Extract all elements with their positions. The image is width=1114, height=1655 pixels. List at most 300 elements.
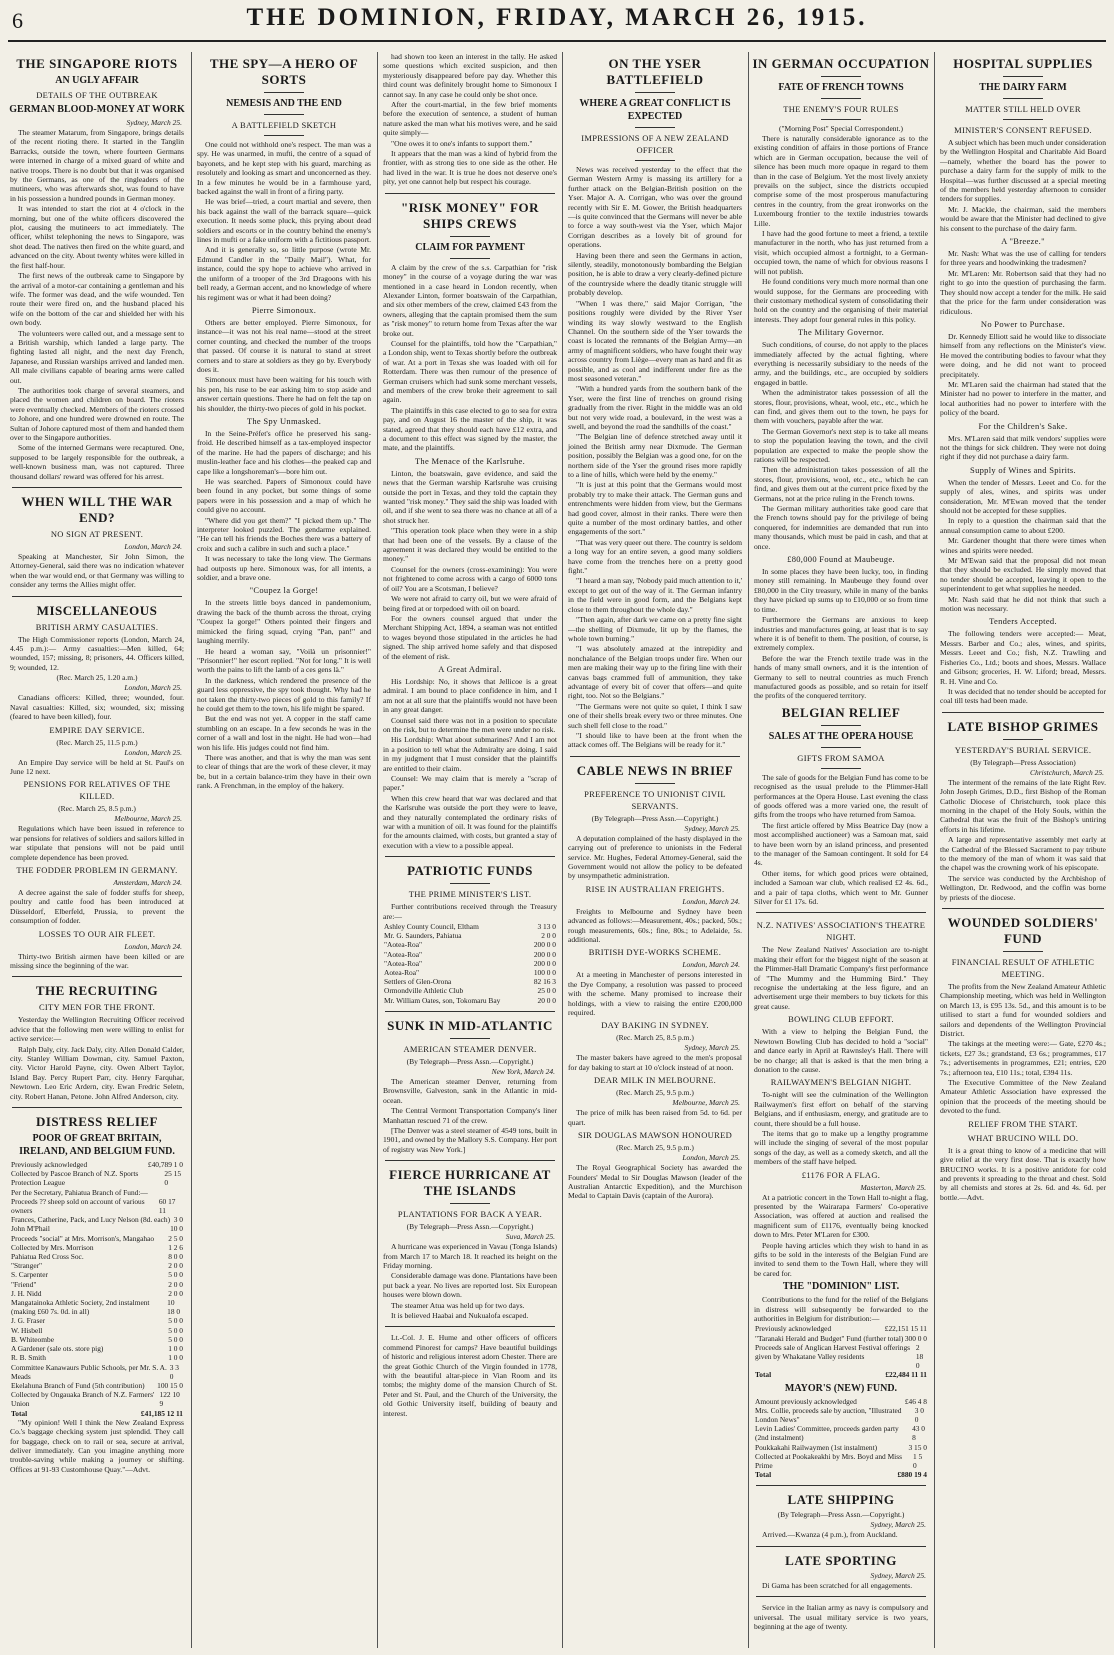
list-item-label: S. Carpenter	[11, 1270, 48, 1280]
short-rule	[821, 768, 861, 769]
column-2	[195, 52, 373, 1648]
article-subheadline: THE "DOMINION" LIST.	[782, 1281, 900, 1293]
article-paragraph: Arrived.—Kwanza (4 p.m.), from Auckland.	[762, 1530, 898, 1540]
article-paragraph: Di Gama has been scratched for all engagements.	[762, 1580, 913, 1590]
article-paragraph: Mr. M'Laren said the chairman had stated that the Minister had no power to interfere in the matter, and local authorities had no power to interfere with the policy of the board.	[940, 379, 1106, 418]
article-paragraph: It is a great thing to know of a medicine that will give relief at the very first dose. That is exactly how BRUCINO works. It is a positive antidote for cold and prevents it spreading to the throat and chest. Sold by all chemists and stores at 2s. 6d. and 4s. 6d. per bottle.—Advt.	[940, 1145, 1106, 1202]
article-paragraph: The price of milk has been raised from 5d. to 6d. per quart.	[568, 1108, 742, 1127]
article-headline: IN GERMAN OCCUPATION	[752, 56, 930, 71]
list-item-label: Ashley County Council, Eltham	[384, 922, 479, 932]
dateline: London, March 24.	[124, 941, 182, 951]
list-row	[8, 1243, 186, 1252]
article-section-head: For the Children's Sake.	[978, 420, 1068, 431]
list-item-label: "Taranaki Herald and Budget" Fund (further total)	[755, 1333, 904, 1343]
list-row	[8, 1353, 186, 1362]
list-item-amount: 5 0 0	[168, 1334, 183, 1344]
list-row	[381, 977, 559, 986]
masthead	[0, 0, 1114, 44]
list-row	[8, 1289, 186, 1298]
article-subheadline: NEMESIS AND THE END	[226, 98, 342, 109]
list-row	[752, 1370, 930, 1379]
list-item-amount: 60 17 11	[158, 1196, 176, 1216]
list-row	[752, 1406, 930, 1424]
article-paragraph: "I heard a man say, 'Nobody paid much attention to it,' except to get out of the way of it. The German infantry in the field were in good form, and the Belgians kept close to them throughout the whole day."	[568, 576, 742, 614]
list-item-amount: 10 0	[170, 1224, 183, 1234]
article-paragraph: Counsel said there was not in a position to speculate on the risk, but to determine the men were under no risk.	[383, 715, 557, 734]
list-item-label: Mangatainoka Athletic Society, 2nd instalment (making £60 7s. 0d. in all)	[11, 1298, 150, 1317]
article-paragraph: When this crew heard that war was declared and that the Karlsruhe was outside the port they were to leave, and they naturally contemplated the ordinary risks of war with a munition of oil. It was found for the plaintiffs for the amounts claimed, with costs, but granted a stay of execution with a view to a possible appeal.	[383, 793, 557, 850]
article-section-head: The Menace of the Karlsruhe.	[414, 455, 526, 466]
list-item-amount: £22,484 11 11	[885, 1370, 927, 1380]
article-paragraph: The first article offered by Miss Beatrice Day (now a most accomplished auctioneer) was a Samoan mat, said to have been worn by an island princess, and presented to the manager of the Samoan contingent. It sold for £4 4s.	[754, 820, 928, 868]
list-item-label: Levin Ladies' Committee, proceeds garden party (2nd instalment)	[755, 1424, 899, 1443]
article-paragraph: Linton, the boatswain, gave evidence, and said the news that the German warship Karlsruhe was cruising outside the port in Texas, and they told the captain they wanted "risk money." They said the ship was loaded with oil, and if she went to sea there was no chance at all of a shot struck her.	[383, 468, 557, 525]
article-headline: MISCELLANEOUS	[36, 602, 158, 618]
article-subheadline: THE DAIRY FARM	[979, 82, 1067, 93]
list-item-label: Proceeds "social" at Mrs. Morrison's, Mangahao	[11, 1233, 155, 1243]
article-paragraph: "This operation took place when they were in a ship that had been one of the vessels. By a clause of the agreement it was declared they would be entitled to the money."	[383, 526, 557, 564]
article-paragraph: Mr. Gardener thought that there were times when wines and spirits were needed.	[940, 536, 1106, 555]
article-paragraph: It was intended to start the riot at 4 o'clock in the morning, but one of the white officers discovered the plot, causing the mutineers to act immediately. The officer, whilst telephoning the news to Singapore, was shot dead. The natives then fired on the white guard, and advanced on the city. About twenty whites were killed in the first half-hour.	[10, 204, 184, 270]
article-paragraph: When the administrator takes possession of all the stores, flour, provisions, wheat, wool, etc., etc., which he can find, and gives them out to the town, he pays for them with vouchers, payable after the war.	[754, 388, 928, 426]
source-line: (By Telegraph—Press Assn.—Copyright.)	[591, 813, 719, 823]
article-section-head: WHAT BRUCINO WILL DO.	[967, 1132, 1079, 1143]
list-item-amount: 2 5 0	[168, 1233, 183, 1243]
list-row	[752, 1452, 930, 1470]
source-line: (Rec. March 25, 9.5 p.m.)	[616, 1143, 694, 1153]
section-rule	[385, 1326, 555, 1327]
article-paragraph: He was searched. Papers of Simonoux could have been found in any pocket, but some things of some papers were in his possession and a map of which he could give no account.	[197, 477, 371, 515]
page-number: 6	[12, 8, 23, 33]
article-paragraph: The items that go to make up a lengthy programme will include the singing of several of the most popular songs of the day, as well as a comedy sketch, and all the members of the staff have helped.	[754, 1128, 928, 1167]
list-row	[381, 959, 559, 968]
article-paragraph: The first news of the outbreak came to Singapore by the arrival of a motor-car containing a gentleman and his wife. The former was dead, and the wife wounded. Ten route their were fired on, and the husband placed his wife on the bottom of the car and shielded her with his own body.	[10, 271, 184, 328]
article-section-head: BRITISH DYE-WORKS SCHEME.	[588, 947, 722, 958]
column-4	[566, 52, 744, 1648]
article-section-head: IMPRESSIONS OF A NEW ZEALAND OFFICER	[581, 133, 729, 155]
dateline: Christchurch, March 25.	[1029, 767, 1104, 777]
article-paragraph: It was necessary to take the long view. The Germans had outposts up here. Simonoux was, for all intents, a soldier, and a brave one.	[197, 554, 371, 583]
short-rule	[264, 114, 304, 115]
subscription-list	[752, 1324, 930, 1379]
dateline: Suva, March 25.	[505, 1232, 555, 1242]
article-paragraph: Counsel for the owners (cross-examining): You were not frightened to come across with a cargo of 6000 tons of oil? You are a Scotsman, I believe?	[383, 564, 557, 593]
short-rule	[635, 160, 675, 161]
list-row	[381, 931, 559, 940]
article-section-head: £80,000 Found at Maubeuge.	[787, 554, 895, 565]
list-row	[8, 1280, 186, 1289]
article-paragraph: had shown too keen an interest in the tally. He asked some questions which excited suspicion, and then mysteriously disappeared before pay day. Whether this third count was definitely brought home to Simonoux I cannot say. In any case he could only be shot once.	[383, 52, 557, 99]
article-paragraph: With a view to helping the Belgian Fund, the Newtown Bowling Club has decided to hold a "social" and dance early in April at Rawnsley's Hall. There will be no charge; all that is asked is that the men bring a donation to the cause.	[754, 1027, 928, 1074]
article-headline: BELGIAN RELIEF	[781, 704, 901, 720]
article-section-head: The Military Governor.	[797, 327, 885, 338]
article-paragraph: Speaking at Manchester, Sir John Simon, the Attorney-General, said there was no indication whatever when the war would end, or that Germany was willing to consider any terms the Allies might offer.	[10, 552, 184, 590]
masthead-rule	[8, 40, 1106, 42]
section-rule	[942, 712, 1104, 713]
source-line: ("Morning Post" Special Correspondent.)	[778, 124, 904, 133]
column-3	[381, 52, 559, 1648]
list-item-amount: 200 0 0	[533, 940, 556, 950]
list-item-label: Frances, Catherine, Pack, and Lucy Nelson (8d. each)	[11, 1215, 171, 1225]
article-section-head: SIR DOUGLAS MAWSON HONOURED	[577, 1130, 733, 1141]
article-paragraph: Mr. Nash: What was the use of calling for tenders for three years and hoodwinking the tradesmen?	[940, 249, 1106, 268]
list-row	[8, 1234, 186, 1243]
list-row	[8, 1390, 186, 1408]
source-line: (By Telegraph—Press Assn.—Copyright.)	[406, 1056, 534, 1066]
article-paragraph: Simonoux must have been waiting for his touch with his pen, his ruse to be ear asking him to stop aside and answer certain questions. There he had on felt the tap on his shoulder, the thirty-two pieces of gold in his pocket.	[197, 375, 371, 413]
article-headline: SUNK IN MID-ATLANTIC	[387, 1017, 553, 1033]
dateline: London, March 25.	[124, 747, 182, 757]
article-section-head: The Spy Unmasked.	[246, 415, 322, 426]
list-row	[8, 1335, 186, 1344]
article-paragraph: Yesterday the Wellington Recruiting Officer received advice that the following men were willing to enlist for active service:—	[10, 1015, 184, 1044]
list-item-amount: £41,185 12 11	[140, 1408, 183, 1418]
article-paragraph: At a meeting in Manchester of persons interested in the Dye Company, a resolution was passed to proceed with the scheme. Many promised to increase their holdings, with a view to raising the entire £200,000 required.	[568, 970, 742, 1018]
short-rule	[635, 92, 675, 93]
list-item-amount: 3 15 0	[908, 1442, 927, 1452]
list-item-label: B. Whiteombe	[11, 1334, 54, 1344]
source-line: (Rec. March 25, 11.5 p.m.)	[56, 737, 138, 747]
article-paragraph: Counsel for the plaintiffs, told how the "Carpathian," a London ship, went to Texas shortly before the outbreak of war. At a port in Texas she was loaded with oil for Rotterdam. There was then rumour of the presence of German cruisers which had sunk some merchant vessels, and members of the crew broke their agreement to sail again.	[383, 338, 557, 405]
list-item-amount: 200 0 0	[533, 949, 556, 959]
list-row	[8, 1215, 186, 1224]
article-paragraph: Mr. J. Mackle, the chairman, said the members would be aware that the Minister had declined to give his consent to the purchase of the dairy farm.	[940, 204, 1106, 233]
list-item-label: Ormondville Athletic Club	[384, 986, 464, 996]
article-paragraph: Mr M'Ewan said that the proposal did not mean that they should be excluded. He simply moved that no tender should be accepted, leaving it open to the superintendent to get what supplies he needed.	[940, 556, 1106, 594]
dateline: Masterton, March 25.	[860, 1182, 926, 1192]
article-section-head: THE ENEMY'S FOUR RULES	[783, 104, 899, 114]
section-rule	[12, 976, 182, 977]
article-paragraph: Mr. M'Laren: Mr. Robertson said that they had no right to go into the question of purchasing the farm. They should now accept a tender for the milk. He said that the price for the farm under consideration was ridiculous.	[940, 268, 1106, 316]
list-item-label: Previously acknowledged	[755, 1324, 832, 1334]
article-headline: WHEN WILL THE WAR END?	[21, 494, 173, 526]
article-paragraph: The Central Vermont Transportation Company's liner Manhattan rescued 71 of the crew.	[383, 1106, 557, 1125]
article-paragraph: For the owners counsel argued that under the Merchant Shipping Act, 1894, a seaman was not entitled to wages beyond those stipulated in the articles he had signed. The ship arrived home safely and that disposed of the element of risk.	[383, 613, 557, 661]
list-item-label: Committee Kanawaurs Public Schools, per Mr. S. A. Meads	[11, 1362, 167, 1381]
list-item-label: R. B. Smith	[11, 1353, 46, 1363]
article-subheadline: MAYOR'S (NEW) FUND.	[784, 1382, 898, 1394]
list-item-amount: £22,151 15 11	[884, 1324, 927, 1334]
list-item-amount: 3 0 0	[914, 1405, 925, 1425]
short-rule	[264, 135, 304, 136]
list-item-label: Mr. William Oates, son, Tokomaru Bay	[384, 995, 501, 1005]
section-rule	[12, 1107, 182, 1108]
article-headline: LATE BISHOP GRIMES	[947, 718, 1099, 734]
article-headline: DISTRESS RELIEF	[35, 1114, 159, 1130]
list-item-label: Pahiatua Red Cross Soc.	[11, 1252, 84, 1262]
list-item-amount: 3 0	[173, 1215, 183, 1225]
article-section-head: CITY MEN FOR THE FRONT.	[38, 1002, 156, 1013]
list-item-amount: 122 10 9	[159, 1390, 180, 1409]
list-item-label: Ekelahuna Branch of Fund (5th contribution)	[11, 1380, 145, 1390]
list-row	[381, 940, 559, 949]
article-paragraph: The takings at the meeting were:— Gate, £270 4s.; tickets, £27 3s.; grandstand, £3 6s.; programmes, £17 7s.; advertisements in programmes, £21; entries, £20 7s.; afternoon tea, £10 11s.; total, £394 11s.	[940, 1039, 1106, 1077]
list-item-label: Previously acknowledged	[11, 1160, 88, 1170]
article-subheadline: WHERE A GREAT CONFLICT IS EXPECTED	[579, 98, 731, 122]
list-row	[8, 1316, 186, 1325]
section-rule	[12, 487, 182, 488]
article-subheadline: SALES AT THE OPERA HOUSE	[768, 730, 914, 742]
list-item-label: Collected at Pookakeakhi by Mrs. Boyd and Miss Prime	[755, 1451, 902, 1471]
column-1	[8, 52, 186, 1648]
list-item-label: Total	[755, 1370, 772, 1380]
source-line: (By Telegraph—Press Assn.—Copyright.)	[777, 1510, 905, 1520]
article-section-head: A "Breeze."	[1001, 236, 1045, 247]
article-paragraph: Furthermore the Germans are anxious to keep industries and manufactures going, at least that is to say where it is of benefit to them. The position, of course, is extremely complex.	[754, 615, 928, 653]
section-rule	[756, 1485, 926, 1486]
article-headline: CABLE NEWS IN BRIEF	[576, 762, 734, 778]
article-paragraph: There is naturally considerable ignorance as to the existing condition of affairs in those portions of France which are in German occupation, because the veil of silence has been much more opaque in regard to them than in the case of Belgium. Yet the most lively anxiety prevails on the subject, since the districts occupied comprise some of the most prosperous manufacturing centres in the country, from the great ironworks on the Luxembourg frontier to the textile industries towards Lille.	[754, 134, 928, 228]
article-subheadline: FATE OF FRENCH TOWNS	[778, 82, 904, 93]
article-paragraph: Some of the interned Germans were recaptured. One, supposed to be largely responsible for the outbreak, a well-known business man, was not captured. Three thousand dollars' reward was offered for his arrest.	[10, 443, 184, 481]
article-paragraph: He found conditions very much more normal than one would suppose, for the Germans are proceeding with their customary methodical system of consolidating their hold on the country and the organising of their material interests. They adopt four general rules in this policy.	[754, 277, 928, 324]
list-item-amount: 3 3 0	[169, 1362, 180, 1381]
article-paragraph: Mrs. M'Laren said that milk vendors' supplies were not the things for sick children. They were not doing right if they did not purchase a dairy farm.	[940, 433, 1106, 462]
article-paragraph: Ralph Daly, city. Jack Daly, city. Allen Donald Calder, city. Stanley William Dowman, city. Samuel Paxton, city. Victor Harold Payne, city. Owen Albert Taylor, Island Bay. Percy Rupert Parr, city. Henry Farquhar, Newtown. Leo Eric Ardern, city. Ewan Fredric Seletn, city. Robert Hanan, Petone. John Alfred Anderson, city.	[10, 1044, 184, 1101]
short-rule	[450, 258, 490, 259]
list-item-label: Per the Secretary, Pahiatua Branch of Fund:—	[11, 1187, 148, 1197]
article-section-head: RELIEF FROM THE START.	[968, 1118, 1078, 1129]
list-item-label: Mr. G. Saunders, Pahiatua	[384, 931, 462, 941]
short-rule	[821, 747, 861, 748]
dateline: London, March 24.	[682, 896, 740, 906]
article-headline: THE SPY—A HERO OF SORTS	[209, 56, 359, 87]
subscription-list	[8, 1160, 186, 1418]
article-section-head: PREFERENCE TO UNIONIST CIVIL SERVANTS.	[584, 788, 726, 811]
column-separator	[748, 52, 749, 1648]
article-paragraph: Other items, for which good prices were obtained, included a Samoan war club, which realised £2 4s. 6d., and a pair of tapa cloths, which went to Mr. Gunner Silver for £1 17s. 6d.	[754, 868, 928, 907]
column-separator	[562, 52, 563, 1648]
list-row	[8, 1363, 186, 1381]
list-row	[752, 1470, 930, 1479]
list-row	[8, 1344, 186, 1353]
article-paragraph: "Then again, after dark we came on a pretty fine sight—the shelling of Dixmude, lit up by the flames, the whole town burning."	[568, 615, 742, 643]
section-rule	[385, 1011, 555, 1012]
article-paragraph: The interment of the remains of the late Right Rev. John Joseph Grimes, D.D., first Bishop of the Roman Catholic Diocese of Christchurch, took place this morning in the chapel of the Holy Souls, within the Cathedral that was the fruit of the Bishop's untiring efforts in his lifetime.	[940, 777, 1106, 834]
list-row	[8, 1261, 186, 1270]
article-section-head: PLANTATIONS FOR BACK A YEAR.	[397, 1209, 543, 1220]
list-row	[8, 1298, 186, 1316]
article-paragraph: Before the war the French textile trade was in the hands of many small owners, and it is the intention of Germany to sell to neutral countries as much French manufactured goods as possible, and so retain for itself the profits of the conquered territory.	[754, 653, 928, 701]
list-item-amount: 200 0 0	[533, 958, 556, 968]
article-paragraph: Considerable damage was done. Plantations have been put back a year. No lives are reported lost. Six European houses were blown down.	[383, 1271, 557, 1300]
article-section-head: LOSSES TO OUR AIR FLEET.	[38, 928, 156, 939]
list-row	[8, 1381, 186, 1390]
article-section-head: AMERICAN STEAMER DENVER.	[403, 1043, 537, 1054]
article-headline: "RISK MONEY" FOR SHIPS CREWS	[401, 199, 539, 231]
column-6	[938, 52, 1108, 1648]
list-item-label: John M'Phail	[11, 1224, 50, 1234]
article-section-head: Supply of Wines and Spirits.	[970, 464, 1076, 475]
article-paragraph: At a patriotic concert in the Town Hall to-night a flag, presented by the Wairarapa Farmers' Co-operative Association, was offered at auction and realised the magnificent sum of £1176, eventually being knocked down to Mrs. Peter M'Laren for £300.	[754, 1192, 928, 1240]
list-item-label: Proceeds sale of Anglican Harvest Festival offerings given by Whakatane Valley residents	[755, 1342, 911, 1362]
article-paragraph: The plaintiffs in this case elected to go to sea for extra pay, and on August 16 the master of the ship, it was stated, agreed that they should each have £12 extra, and a document to this effect was signed by the master, the mate, and the plaintiffs.	[383, 405, 557, 453]
article-paragraph: "The Germans were not quite so quiet, I think I saw one of their shells break every two or three minutes. One such shell fell close to the road."	[568, 701, 742, 730]
list-item-label: "Friend"	[11, 1279, 37, 1289]
article-paragraph: I have had the good fortune to meet a friend, a textile manufacturer in the north, who has just returned from a visit, which occupied almost a fortnight, to a German-occupied town, the name of which for obvious reasons I will not publish.	[754, 229, 928, 276]
dateline: Melbourne, March 25.	[672, 1098, 740, 1108]
article-section-head: RAILWAYMEN'S BELGIAN NIGHT.	[770, 1077, 912, 1088]
short-rule	[1003, 76, 1043, 77]
newspaper-title: THE DOMINION, FRIDAY, MARCH 26, 1915.	[246, 4, 868, 31]
article-headline: PATRIOTIC FUNDS	[407, 863, 533, 879]
list-item-label: "Stranger"	[11, 1261, 43, 1271]
short-rule	[821, 725, 861, 726]
article-paragraph: It appears that the man was a kind of hybrid from the frontier, with as strong ties to one side as the other. He had lived in the war. It is true he does not deserve one's pity, yet one cannot help but respect his courage.	[383, 149, 557, 187]
article-section-head: THE PRIME MINISTER'S LIST.	[408, 889, 532, 900]
section-rule	[756, 1596, 926, 1597]
list-item-label: "Aotea-Roa"	[384, 949, 423, 959]
article-paragraph: His Lordship: What about submarines? And I am not in a position to tell what the Admiralty are doing. I said in my judgment that I must consider that the plaintiffs are entitled to their claim.	[383, 735, 557, 773]
article-paragraph: The volunteers were called out, and a message sent to a British warship, which landed a large party. The fighting lasted all night, and the next day French, Japanese, and Russian warships arrived and landed men. All male civilians capable of bearing arms were called out.	[10, 328, 184, 385]
list-row	[8, 1188, 186, 1197]
article-paragraph: The Executive Committee of the New Zealand Amateur Athletic Association have expressed the opinion that the proceeds of the meeting should be devoted to the fund.	[940, 1078, 1106, 1116]
article-paragraph: To-night will see the culmination of the Wellington Railwaymen's first effort on behalf of the starving Belgians, and if enthusiasm, energy, and gratitude are to count, there should be a full house.	[754, 1090, 928, 1128]
article-paragraph: But the end was not yet. A copper in the staff came stumbling on an escape. In a few seconds he was in the corner of a wall and lost in the night. He had won—had won his life. His judges could not find him.	[197, 714, 371, 752]
short-rule	[635, 127, 675, 128]
article-section-head: N.Z. NATIVES' ASSOCIATION'S THEATRE NIGHT.	[756, 920, 926, 943]
article-paragraph: The authorities took charge of several steamers, and placed the women and children on board. The rioters were eventually checked. Members of the rioters crossed to Johore, and one hundred were drowned en route. The Sultan of Johore captured most of them and handed them over to the Singapore authorities.	[10, 385, 184, 442]
article-section-head: MATTER STILL HELD OVER	[965, 104, 1081, 114]
dateline: London, March 24.	[124, 542, 182, 552]
article-paragraph: People having articles which they wish to hand in as gifts to be sold in the interests of the Belgian Fund are invited to send them to the Town Hall, where they will be cared for.	[754, 1240, 928, 1278]
article-subheadline: GERMAN BLOOD-MONEY AT WORK	[9, 104, 185, 115]
list-item-amount: 1 2 6	[168, 1242, 183, 1252]
dateline: New York, March 24.	[491, 1066, 555, 1076]
dateline: London, March 25.	[124, 683, 182, 693]
source-line: (By Telegraph—Press Assn.—Copyright.)	[406, 1222, 534, 1232]
article-paragraph: It was decided that no tender should be accepted for coal till tests had been made.	[940, 686, 1106, 706]
source-line: (Rec. March 25, 8.5 p.m.)	[58, 804, 136, 814]
list-row	[752, 1324, 930, 1333]
dateline: Sydney, March 25.	[684, 1043, 740, 1053]
article-paragraph: "It is just at this point that the Germans would most probably try to make their attack. The German guns and entrenchments were hidden from view, but the Germans had good cover, almost in their ranks. There were then quite a number of the most ordinary battles, and other engagements of the sort."	[568, 480, 742, 537]
list-item-amount: 5 0 0	[168, 1316, 183, 1326]
list-item-label: Collected by Pascoe Branch of N.Z. Sports Protection League	[11, 1169, 139, 1188]
article-paragraph: After the court-martial, in the few brief moments before the execution of sentence, a student of human nature asked the man what his motives were, and he said quite simply—	[383, 100, 557, 138]
list-item-amount: 1 5 0	[912, 1451, 923, 1471]
list-row	[8, 1224, 186, 1233]
short-rule	[1003, 98, 1043, 99]
article-section-head: Tenders Accepted.	[989, 616, 1057, 627]
article-section-head: RISE IN AUSTRALIAN FREIGHTS.	[585, 883, 725, 894]
article-paragraph: We were not afraid to carry oil, but we were afraid of being fired at or torpedoed with oil on board.	[383, 594, 557, 613]
column-5	[752, 52, 930, 1648]
article-paragraph: Mr. Nash said that he did not think that such a motion was necessary.	[940, 594, 1106, 614]
list-item-amount: 3 13 0	[537, 922, 556, 932]
column-separator	[377, 52, 378, 1648]
article-subheadline: AN UGLY AFFAIR	[55, 75, 139, 86]
list-item-label: Proceeds ?? sheep sold on account of various owners	[11, 1196, 145, 1216]
list-item-label: A Gardener (sale ots. store pig)	[11, 1344, 104, 1354]
article-paragraph: "That was very queer out there. The country is seldom a long way for an entire seven, a good many soldiers have come from the trenches here on a pretty good fight."	[568, 537, 742, 576]
article-section-head: GIFTS FROM SAMOA	[797, 752, 885, 763]
article-section-head: A BATTLEFIELD SKETCH	[231, 120, 337, 130]
article-paragraph: A hurricane was experienced in Vavau (Tonga Islands) from March 17 to March 18. It reached its height on the Friday morning.	[383, 1242, 557, 1270]
article-paragraph: "I was absolutely amazed at the intrepidity and nonchalance of the Belgian troops under fire. When our men are making their way up to the firing line with their canvas bags crammed full of ammunition, they take advantage of every bit of cover that offers—and quite right, too. Not so the Belgians."	[568, 644, 742, 701]
list-row	[752, 1443, 930, 1452]
article-section-head: THE FODDER PROBLEM IN GERMANY.	[16, 864, 178, 875]
list-row	[381, 922, 559, 931]
article-paragraph: "One owes it to one's infants to support them."	[391, 138, 533, 148]
short-rule	[1003, 119, 1043, 120]
article-section-head: EMPIRE DAY SERVICE.	[49, 724, 145, 735]
article-paragraph: The New Zealand Natives' Association are to-night making their effort for the biggest night of the season at the Plimmer-Hall Dramatic Company's first performance of "The Mummy and the Humming Bird." They recognise the undertaking at the less figure, and an advertisement urge their members to buy tickets for this great cause.	[754, 945, 928, 1011]
list-item-label: Total	[11, 1408, 28, 1418]
dateline: London, March 24.	[682, 960, 740, 970]
article-section-head: £1176 FOR A FLAG.	[801, 1169, 881, 1180]
list-item-amount: 2 0 0	[168, 1279, 183, 1289]
article-paragraph: A decree against the sale of fodder stuffs for sheep, poultry and cattle food has been introduced at Düsseldorf, Elberfeld, Prussia, to prevent the consumption of fodder.	[10, 887, 184, 926]
list-item-amount: 100 0 0	[533, 968, 556, 978]
article-section-head: YESTERDAY'S BURIAL SERVICE.	[954, 744, 1092, 755]
article-paragraph: There was another, and that is why the man was sent to clear of things that are the work of these clever, it may be, but in a certain balance-trim they have in their own rank. A Frenchman, in the employ of the hakery.	[197, 752, 371, 791]
article-paragraph: In the Seine-Préfet's office he preserved his sang-froid. He described himself as a tax-employed inspector of the marine. He had the papers of discharge; and his muslin-leather face and his clothes—the peaked cap and cape like a longshoreman's—bore him out.	[197, 428, 371, 476]
article-paragraph: Then the administration takes possession of all the stores, flour, provisions, wool, etc., etc., which he can find, and gives them out at the current price fixed by the Germans, not at the price ruling in the French towns.	[754, 465, 928, 503]
short-rule	[450, 883, 490, 884]
list-row	[381, 950, 559, 959]
subscription-list	[381, 922, 559, 1005]
list-item-amount: 2 0 0	[541, 931, 556, 941]
list-item-label: Settlers of Glen-Orona	[384, 977, 452, 987]
article-paragraph: In reply to a question the chairman said that the annual consumption came to about £200.	[940, 516, 1106, 535]
list-item-label: W. Hisbell	[11, 1325, 43, 1335]
list-item-label: Collected by Mrs. Morrison	[11, 1242, 94, 1252]
article-section-head: "Coupez la Gorge!	[249, 585, 319, 596]
short-rule	[264, 92, 304, 93]
article-headline: LATE SPORTING	[785, 1552, 897, 1568]
list-row	[8, 1197, 186, 1215]
article-paragraph: His Lordship: No, it shows that Jellicoe is a great admiral. I am bound to place confidence in him, and I am not at all sure that the plaintiffs would not have been in any great danger.	[383, 676, 557, 715]
short-rule	[450, 1203, 490, 1204]
article-paragraph: Lt.-Col. J. E. Hume and other officers of officers commend Pinorest for camps? Have beautiful buildings of historic and religious interest adorn Chester. There are the great Gothic Church of the Virgin founded in 1778, with the beautiful altar-piece in Vian Room and its tombs; the mighty dome of the mansion Church of St. Peter and St. Paul, and the Church of the University, the old Gothic University itself, building of beauty and interest.	[383, 1333, 557, 1418]
article-paragraph: The American steamer Denver, returning from Brownsville, Galveston, sank in the Atlantic in mid-ocean.	[383, 1076, 557, 1105]
article-section-head: No Power to Purchase.	[980, 318, 1066, 329]
list-item-amount: 2 0 0	[168, 1288, 183, 1298]
article-paragraph: "When I was there," said Major Corrigan, "the positions roughly were divided by the River Yser winding its way slowly westward to the English Channel. On the southern side of the Yser towards the coast is located the remnants of the Belgian Army—an army of magnificent soldiers, who have fought their way across country from Liège—every man as hard and fit as possible, and as cool and indifferent under fire as the most seasoned veteran."	[568, 298, 742, 383]
section-rule	[12, 596, 182, 597]
column-separator	[191, 52, 192, 1648]
list-row	[752, 1334, 930, 1343]
article-paragraph: Contributions to the fund for the relief of the Belgians in distress will subsequently be forwarded to the authorities in Belgium for distribution:—	[754, 1295, 928, 1324]
article-paragraph: Further contributions received through the Treasury are:—	[383, 902, 557, 921]
short-rule	[635, 783, 675, 784]
list-item-amount: £880 19 4	[897, 1470, 927, 1480]
short-rule	[821, 76, 861, 77]
short-rule	[821, 98, 861, 99]
article-headline: HOSPITAL SUPPLIES	[953, 56, 1093, 71]
list-row	[381, 996, 559, 1005]
article-paragraph: An Empire Day service will be held at St. Paul's on June 12 next.	[10, 757, 184, 776]
article-paragraph: "My opinion! Well I think the New Zealand Express Co.'s baggage checking system just splendid. They call for baggage, check on to rail or sea, secure at arrival, deliver immediately. Can you imagine anything more trouble-saving while making a journey or shifting. Offices at 91-93 Customhouse Quay."—Advt.	[10, 1417, 184, 1474]
short-rule	[450, 1038, 490, 1039]
section-rule	[756, 1546, 926, 1547]
list-item-amount: 5 0 0	[168, 1270, 183, 1280]
dateline: Sydney, March 25.	[870, 1520, 926, 1530]
list-item-label: "Aotea-Roa"	[384, 958, 423, 968]
article-headline: THE SINGAPORE RIOTS	[16, 56, 178, 71]
short-rule	[450, 236, 490, 237]
article-paragraph: The master bakers have agreed to the men's proposal for day baking to start at 10 o'clock instead of at noon.	[568, 1053, 742, 1072]
list-row	[8, 1326, 186, 1335]
list-row	[752, 1397, 930, 1406]
article-paragraph: Thirty-two British airmen have been killed or are missing since the beginning of the war.	[10, 951, 184, 970]
article-paragraph: A large and representative assembly met early at the Cathedral of the Blessed Sacrament to pay tribute to the memory of the man of whom it was said that the chapel was the crowning work of his episcopate.	[940, 835, 1106, 873]
source-line: (Rec. March 25, 8.5 p.m.)	[616, 1033, 694, 1043]
article-paragraph: Canadians officers: Killed, three; wounded, four. Naval casualties: Killed, six; wounded, six; missing (feared to have been killed), four.	[10, 693, 184, 722]
article-paragraph: A claim by the crew of the s.s. Carpathian for "risk money" in the course of a voyage during the war was mentioned in a case heard in London recently, when Alexander Linton, former boatswain of the Carpathian, and six other members of the crew, claimed £43 from the owners, alleging that the captain promised them the sum as "risk money" to return home from Texas after the war broke out.	[383, 262, 557, 338]
article-section-head: NO SIGN AT PRESENT.	[50, 529, 144, 540]
